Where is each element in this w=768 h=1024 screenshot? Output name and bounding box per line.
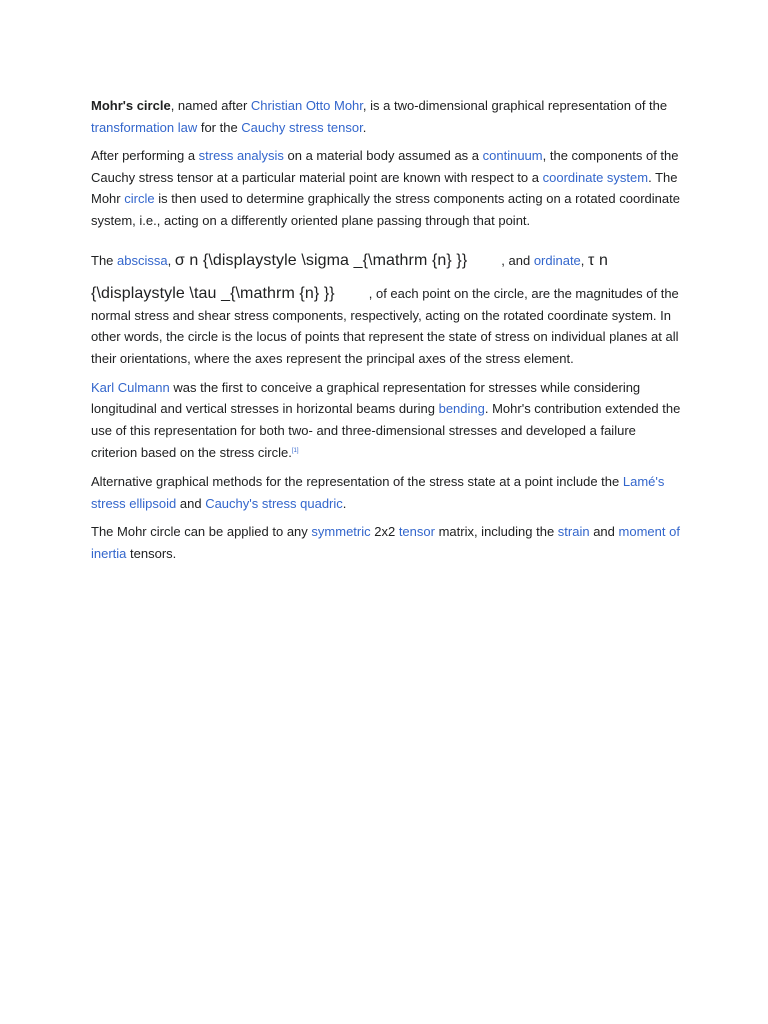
link-stress-analysis[interactable]: stress analysis: [198, 148, 284, 164]
paragraph-applications: The Mohr circle can be applied to any symmetric 2x2 tensor matrix, including the strain and moment of inertia tensors.: [91, 524, 680, 561]
math-sigma-n: σ n {\displaystyle \sigma _{\mathrm {n} }}: [174, 251, 468, 269]
link-moment-of-inertia[interactable]: moment of inertia: [91, 524, 680, 561]
link-cauchys-stress-quadric[interactable]: Cauchy's stress quadric: [205, 495, 343, 511]
paragraph-stress-analysis: After performing a stress analysis on a material body assumed as a continuum, the components of the Cauchy stress tensor at a particular material point are known with respect to a coordinate system. The Mohr circle is then used to determine graphically the stress components acting on a rotated coordinate system, i.e., acting on a differently oriented plane passing through that point.: [91, 148, 680, 228]
link-bending[interactable]: bending: [438, 401, 485, 417]
link-transformation-law[interactable]: transformation law: [91, 119, 198, 135]
link-coordinate-system[interactable]: coordinate system: [542, 169, 649, 185]
paragraph-intro: Mohr's circle, named after Christian Otto Mohr, is a two-dimensional graphical representation of the transformation law for the Cauchy stress tensor.: [91, 98, 668, 135]
paragraph-karl-culmann: Karl Culmann was the first to conceive a graphical representation for stresses while considering longitudinal and vertical stresses in horizontal beams during bending. Mohr's contribution extended the use of this representation for both two- and three-dimensional stresses and developed a failure criterion based on the stress circle.[1]: [91, 379, 681, 461]
link-abscissa[interactable]: abscissa: [117, 252, 168, 268]
paragraph-abscissa-ordinate: The abscissa, σ n {\displaystyle \sigma _{\mathrm {n} }} , and ordinate, τ n {\displaystyle \tau _{\mathrm {n} }} , of each point on the circle, are the magnitudes of the normal stress and shear stress components, respectively, acting on the rotated coordinate system. In other words, the circle is the locus of points that represent the state of stress on individual planes at all their orientations, where the axes represent the principal axes of the stress element.: [91, 251, 679, 366]
paragraph-alternative-methods: Alternative graphical methods for the representation of the stress state at a point include the Lamé's stress ellipsoid and Cauchy's stress quadric.: [91, 473, 665, 511]
link-christian-otto-mohr[interactable]: Christian Otto Mohr: [250, 98, 363, 113]
reference-1[interactable]: [1]: [291, 448, 299, 455]
link-continuum[interactable]: continuum: [482, 148, 543, 164]
link-lames-stress-ellipsoid[interactable]: Lamé's stress ellipsoid: [91, 473, 665, 511]
math-tau-n-latex: {\displaystyle \tau _{\mathrm {n} }}: [91, 285, 335, 303]
math-tau-n-symbol: τ n: [588, 251, 608, 269]
link-ordinate[interactable]: ordinate: [533, 252, 581, 268]
link-karl-culmann[interactable]: Karl Culmann: [91, 379, 170, 395]
link-strain[interactable]: strain: [557, 524, 590, 540]
link-tensor[interactable]: tensor: [398, 524, 435, 540]
article-body: [91, 95, 681, 571]
link-symmetric[interactable]: symmetric: [311, 524, 371, 540]
term-mohrs-circle: Mohr's circle: [91, 98, 171, 113]
link-cauchy-stress-tensor[interactable]: Cauchy stress tensor: [241, 119, 363, 135]
link-circle[interactable]: circle: [124, 191, 155, 207]
